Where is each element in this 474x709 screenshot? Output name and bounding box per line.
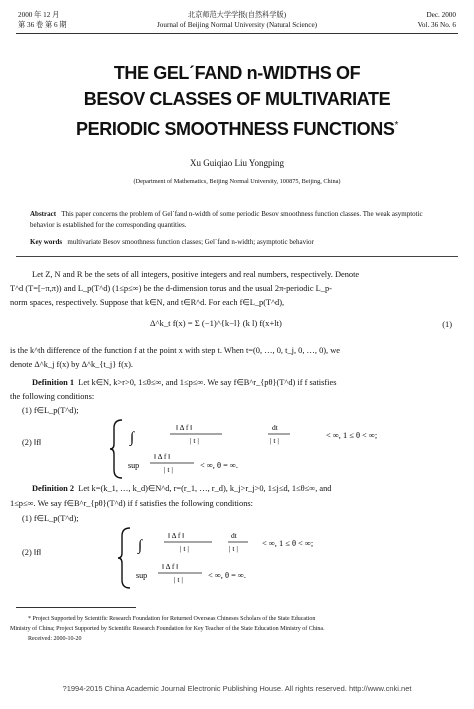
- def1-cond2-num: (2): [22, 438, 32, 447]
- def2-text: Let k=(k_1, …, k_d)∈N^d, r=(r_1, …, r_d), k_j>r_j>0, 1≤j≤d, 1≤θ≤∞, and: [78, 484, 332, 493]
- def1-frac2-num: ‖ Δ f ‖: [154, 452, 171, 461]
- def2-norm: ‖f‖: [33, 548, 42, 557]
- keywords-text: multivariate Besov smoothness function classes; Gelˊfand n-width; asymptotic behavior: [67, 238, 314, 246]
- para1-line1: Let Z, N and R be the sets of all integers, positive integers and real numbers, respectively. Denote: [32, 270, 360, 279]
- def1-dt-den: | t |: [270, 436, 279, 445]
- header-journal-cn: 北京师范大学学报(自然科学版): [187, 11, 287, 19]
- eq1-number: (1): [442, 320, 452, 329]
- def1-formula: [110, 418, 440, 480]
- def2-cond1: (1) f∈L_p(T^d);: [22, 514, 79, 523]
- def1-frac2-den: | t |: [164, 465, 173, 474]
- eq1-lhs: Δ^k_t f(x) =: [150, 318, 193, 328]
- def2-frac2-den: | t |: [174, 575, 183, 584]
- def1-row1: < ∞, 1 ≤ θ < ∞;: [326, 431, 378, 440]
- para2-line1: is the k^th difference of the function f at the point x with step t. When t=(0, …, 0, t_j, 0, …, 0), we: [10, 346, 341, 355]
- title-footnote-mark: *: [394, 120, 398, 131]
- def2-dt-den: | t |: [229, 544, 238, 553]
- def2-line2: 1≤p≤∞. We say f∈B^r_{pθ}(T^d) if f satisfies the following conditions:: [10, 499, 253, 508]
- def1-line1: [10, 376, 454, 390]
- abstract-rule: [16, 256, 458, 257]
- footnote-line2: Ministry of China; Project Supported by Scientific Research Foundation for Key Teacher of the State Education Ministry of China.: [10, 626, 325, 632]
- def1-row2: < ∞, θ = ∞.: [200, 461, 238, 470]
- copyright-notice: ?1994-2015 China Academic Journal Electronic Publishing House. All rights reserved. http://www.cnki.net: [62, 684, 412, 693]
- def1-cond2-label: [22, 438, 41, 447]
- def2-row2: < ∞, θ = ∞.: [208, 571, 246, 580]
- def1-frac-den: | t |: [190, 436, 199, 445]
- authors: Xu Guiqiao Liu Yongping: [189, 158, 284, 168]
- def2-cond2-num: (2): [22, 548, 32, 557]
- def2-formula: [118, 526, 448, 590]
- header-volume: 第 36 卷 第 6 期: [18, 21, 67, 29]
- header-date: 2000 年 12 月: [18, 11, 60, 19]
- abstract-text: This paper concerns the problem of Gelˊfand n-width of some periodic Besov smoothness function classes. The weak asymptotic behavior is established for the corresponding quantities.: [30, 210, 423, 229]
- title-line-3: [0, 114, 474, 141]
- def2-frac2-num: ‖ Δ f ‖: [162, 562, 179, 571]
- para1-line2: T^d (T=[−π,π)) and L_p(T^d) (1≤p≤∞) be the d-dimension torus and the usual 2π-periodic L_p-: [10, 284, 332, 293]
- footnote-rule: [16, 607, 136, 608]
- def2-cond2-label: [22, 548, 41, 557]
- footnote-line1: * Project Supported by Scientific Research Foundation for Returned Overseas Chineses Scholars of the State Education: [28, 616, 316, 622]
- eq1-rhs: Σ (−1)^{k−l} (k l) f(x+lt): [194, 318, 282, 328]
- def1-frac-num: ‖ Δ f ‖: [176, 423, 193, 432]
- def2-line1: [10, 482, 454, 496]
- footnote-received: Received: 2000-10-20: [28, 636, 82, 642]
- header-rule: [16, 33, 458, 34]
- def1-cond1: (1) f∈L_p(T^d);: [22, 406, 79, 415]
- def1-label: Definition 1: [32, 378, 75, 387]
- title-line-1: THE GELˊFAND n-WIDTHS OF: [113, 63, 361, 83]
- keywords-label: Key words: [30, 238, 63, 246]
- para1-line3: norm spaces, respectively. Suppose that k∈N, and t∈R^d. For each f∈L_p(T^d),: [10, 298, 285, 307]
- def2-integral: ∫: [138, 538, 143, 554]
- def1-line2: the following conditions:: [10, 392, 95, 401]
- def2-dt: dt: [231, 531, 237, 540]
- title-line-2: BESOV CLASSES OF MULTIVARIATE: [83, 89, 391, 109]
- para2-line2: denote Δ^k_j f(x) by Δ^k_{t_j} f(x).: [10, 360, 133, 369]
- eq1: [150, 318, 282, 328]
- def2-sup: sup: [136, 571, 148, 580]
- header-date-en: Dec. 2000: [426, 11, 456, 19]
- def2-frac-num: ‖ Δ f ‖: [168, 531, 185, 540]
- title-line-3-text: PERIODIC SMOOTHNESS FUNCTIONS: [76, 119, 395, 139]
- header-volume-en: Vol. 36 No. 6: [417, 21, 456, 29]
- def1-dt: dt: [272, 423, 278, 432]
- abstract: [30, 209, 446, 231]
- def1-norm: ‖f‖: [33, 438, 42, 447]
- header-journal-en: Journal of Beijing Normal University (Natural Science): [156, 21, 318, 29]
- abstract-label: Abstract: [30, 210, 57, 218]
- def2-frac-den: | t |: [180, 544, 189, 553]
- def2-row1: < ∞, 1 ≤ θ < ∞;: [262, 539, 314, 548]
- affiliation: (Department of Mathematics, Beijing Normal University, 100875, Beijing, China): [133, 178, 341, 185]
- def1-text: Let k∈N, k>r>0, 1≤θ≤∞, and 1≤p≤∞. We say f∈B^r_{pθ}(T^d) if f satisfies: [78, 378, 337, 387]
- def2-brace: [118, 528, 130, 588]
- def1-sup: sup: [128, 461, 140, 470]
- keywords: [30, 237, 446, 248]
- def1-integral: ∫: [130, 430, 135, 446]
- def2-label: Definition 2: [32, 484, 75, 493]
- def1-brace: [110, 420, 122, 478]
